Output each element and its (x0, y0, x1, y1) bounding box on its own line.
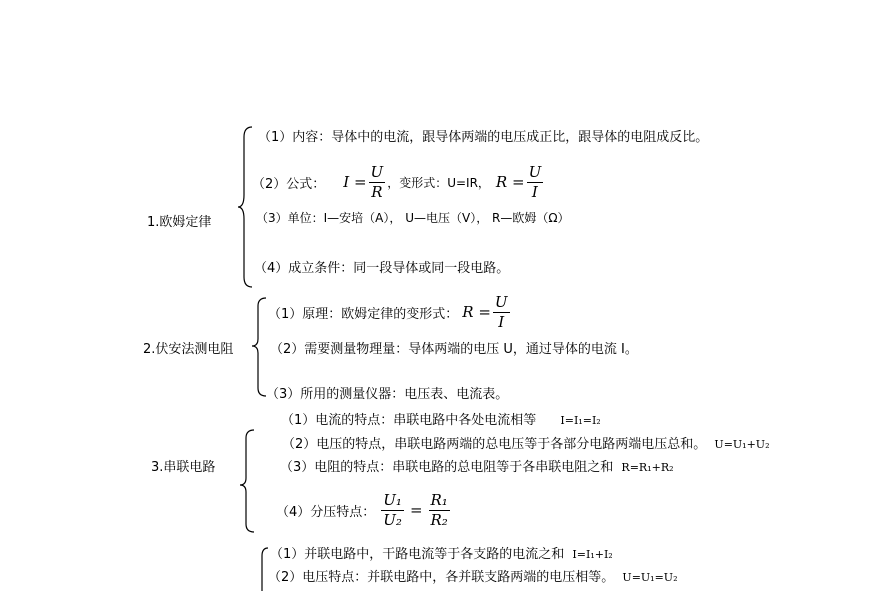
section-4-item-current (270, 543, 613, 562)
section-1-brace (236, 125, 256, 290)
fraction-numerator: U (370, 162, 384, 181)
formula-fraction (369, 164, 386, 201)
formula-lhs-2: R = (495, 173, 525, 191)
formula-label: （2）公式： (252, 176, 326, 192)
voltage-text: （2）电压的特点，串联电路两端的总电压等于各部分电路两端电压总和。 (282, 437, 707, 452)
section-3-item-resistance (280, 456, 674, 475)
formula-variant-label: ，变形式：U=IR， (387, 175, 490, 190)
division-left-numerator: U₁ (383, 490, 402, 509)
voltage-formula: U=U₁+U₂ (714, 438, 770, 451)
resistance-text: （3）电阻的特点：串联电路的总电阻等于各串联电阻之和 (280, 460, 614, 475)
principle-label: （1）原理：欧姆定律的变形式： (268, 306, 459, 322)
parallel-current-text: （1）并联电路中，干路电流等于各支路的电流之和 (270, 547, 565, 562)
section-1-item-condition: （4）成立条件：同一段导体或同一段电路。 (254, 261, 510, 276)
resistance-formula: R=R₁+R₂ (621, 461, 674, 474)
fraction-numerator-2: U (528, 162, 542, 181)
section-1-item-units: （3）单位：I—安培（A）， U—电压（V）， R—欧姆（Ω） (256, 211, 570, 225)
section-1-item-content: （1）内容：导体中的电流，跟导体两端的电压成正比，跟导体的电阻成反比。 (258, 130, 709, 145)
fraction-denominator: R (371, 182, 383, 201)
current-text: （1）电流的特点：串联电路中各处电流相等 (281, 413, 537, 428)
division-left-denominator: U₂ (383, 510, 402, 529)
section-2-item-instruments: （3）所用的测量仪器：电压表、电流表。 (266, 387, 509, 402)
section-1-title: 1.欧姆定律 (147, 215, 212, 230)
division-label: （4）分压特点： (276, 504, 376, 520)
parallel-voltage-formula: U=U₁=U₂ (622, 571, 678, 584)
principle-fraction (493, 294, 510, 331)
formula-fraction-2 (527, 164, 544, 201)
section-3-item-voltage-division (276, 488, 452, 532)
parallel-current-formula: I=I₁+I₂ (572, 548, 613, 561)
section-1-item-formula (252, 162, 545, 202)
section-2-item-quantities: （2）需要测量物理量：导体两端的电压 U，通过导体的电流 I。 (270, 342, 638, 357)
section-4-item-voltage (268, 566, 678, 585)
section-3-brace (238, 428, 258, 536)
section-3-item-current (281, 409, 601, 428)
division-right-numerator: R₁ (430, 490, 448, 509)
formula-lhs: I = (343, 173, 367, 191)
parallel-voltage-text: （2）电压特点：并联电路中，各并联支路两端的电压相等。 (268, 570, 615, 585)
principle-denominator: I (498, 312, 505, 331)
principle-lhs: R = (462, 303, 491, 321)
principle-numerator: U (494, 292, 508, 311)
division-equals: = (409, 501, 423, 519)
fraction-denominator-2: I (531, 182, 538, 201)
current-formula: I=I₁=I₂ (560, 414, 601, 427)
section-2-item-principle (268, 290, 512, 334)
section-3-item-voltage (282, 433, 770, 452)
division-right-denominator: R₂ (430, 510, 448, 529)
section-2-title: 2.伏安法测电阻 (143, 342, 234, 357)
section-3-title: 3.串联电路 (151, 460, 216, 475)
division-fraction-right (429, 492, 450, 529)
division-fraction-left (381, 492, 404, 529)
